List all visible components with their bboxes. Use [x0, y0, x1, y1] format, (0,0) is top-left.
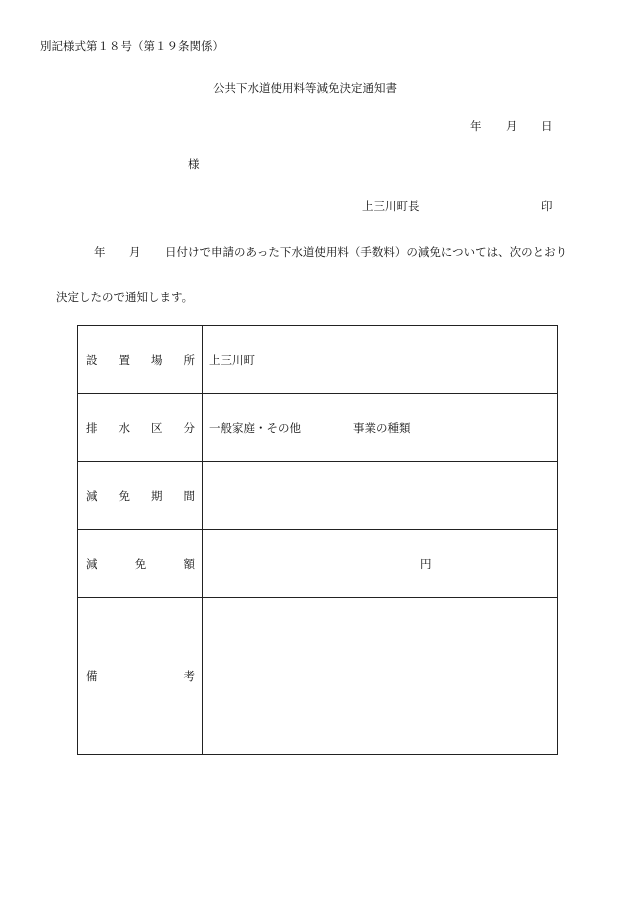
- value-cell-drainage: [203, 394, 558, 462]
- table-row-drainage: [78, 394, 558, 462]
- value-cell-amount: [203, 530, 558, 598]
- label-amount: 減 免 額: [86, 556, 195, 571]
- value-cell-remarks: [203, 598, 558, 755]
- body-month-label: 月: [129, 245, 141, 259]
- label-remarks: 備 考: [86, 669, 195, 683]
- body-text-line1: 日付けで申請のあった下水道使用料（手数料）の減免については、次のとおり: [165, 245, 568, 259]
- label-drainage: 排 水 区 分: [86, 420, 195, 435]
- label-cell-drainage: [78, 394, 203, 462]
- label-cell-location: [78, 326, 203, 394]
- table-row-period: [78, 462, 558, 530]
- body-year-label: 年: [94, 245, 106, 259]
- table-row-amount: [78, 530, 558, 598]
- business-type-label: 事業の種類: [353, 421, 411, 435]
- drainage-category-value: 一般家庭・その他: [209, 421, 301, 435]
- location-value: 上三川町: [209, 353, 255, 367]
- label-cell-remarks: [78, 598, 203, 755]
- reduction-details-table: [77, 325, 558, 755]
- addressee-honorific: 様: [188, 157, 200, 171]
- form-number: 別記様式第１８号（第１９条関係）: [40, 39, 224, 53]
- label-location: 設 置 場 所: [86, 352, 195, 367]
- body-text-line2: 決定したので通知します。: [56, 290, 194, 304]
- date-month-label: 月: [506, 119, 518, 133]
- table-row-remarks: [78, 598, 558, 755]
- date-year-label: 年: [470, 119, 482, 133]
- document-title: 公共下水道使用料等減免決定通知書: [213, 81, 397, 95]
- issuer-name: 上三川町長: [362, 199, 420, 213]
- value-cell-period: [203, 462, 558, 530]
- label-period: 減 免 期 間: [86, 488, 195, 503]
- value-cell-location: [203, 326, 558, 394]
- yen-unit: 円: [420, 557, 432, 571]
- label-cell-period: [78, 462, 203, 530]
- seal-mark: 印: [541, 199, 553, 213]
- table-row-location: [78, 326, 558, 394]
- date-day-label: 日: [541, 119, 553, 133]
- label-cell-amount: [78, 530, 203, 598]
